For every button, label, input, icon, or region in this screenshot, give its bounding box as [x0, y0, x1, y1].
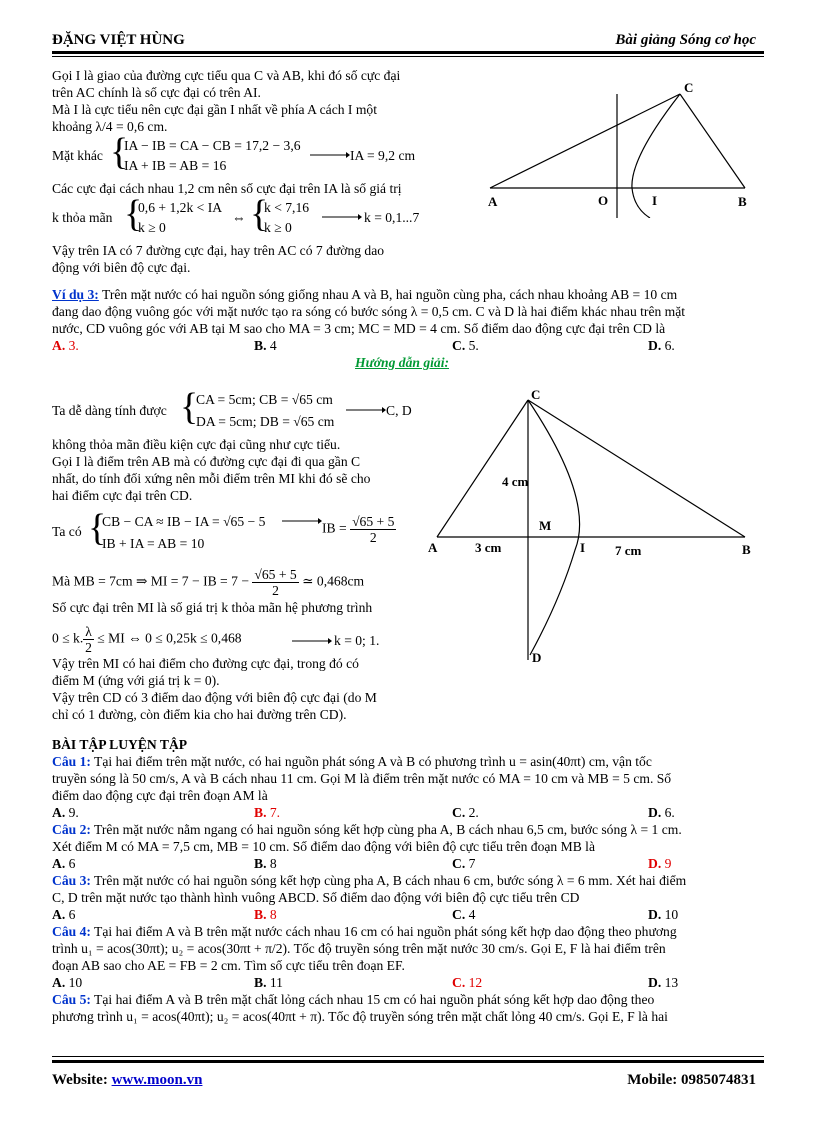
sol3-line-2: Gọi I là điểm trên AB mà có đường cực đại đi qua gần C [52, 454, 361, 469]
website-link[interactable]: www.moon.vn [111, 1072, 203, 1088]
k-label: k thỏa mãn [52, 210, 113, 225]
q1-opt-c: C. 2. [452, 805, 479, 820]
q4-line-3: đoạn AB sao cho AE = FB = 2 cm. Tìm số cực tiểu trên đoạn EF. [52, 958, 405, 973]
tc-result: IB = $\frac{√65 + 5}{2}$ [322, 514, 395, 545]
ineq-frac-num: λ [85, 624, 92, 639]
vd3-guide-heading: Hướng dẫn giải: [355, 355, 449, 370]
fig2-label-3cm: 3 cm [475, 540, 502, 555]
k-eq4: k ≥ 0 [264, 220, 292, 235]
mk-eq1: IA − IB = CA − CB = 17,2 − 3,6 [124, 138, 301, 153]
vd3-line-2: đang dao động vuông góc với mặt nước tạo ra sóng có bước sóng λ = 0,5 cm. C và D là hai điểm khác nhau trên mặt [52, 304, 686, 319]
k-brace-2: { [250, 193, 269, 235]
sol3-line-7: điểm M (ứng với giá trị k = 0). [52, 673, 220, 688]
vd3-line-3: nước, CD vuông góc với AB tại M sao cho MA = 3 cm; MC = MD = 4 cm. Số điểm dao động cực đại trên CD là [52, 321, 666, 336]
fig2-label-d: D [532, 650, 542, 665]
fig2-curve [528, 400, 580, 655]
vd3-option-b: B. 4 [254, 338, 277, 353]
mk-result: IA = 9,2 cm [350, 148, 416, 163]
fig1-line-cb [680, 94, 745, 188]
fig1-label-a: A [488, 194, 498, 209]
practice-title: BÀI TẬP LUYỆN TẬP [52, 737, 188, 752]
fig2-line-ac [437, 400, 528, 537]
q2-line-1: Câu 2: Trên mặt nước nằm ngang có hai nguồn sóng kết hợp cùng pha A, B cách nhau 6,5 cm, bước sóng λ = 1 cm. [52, 822, 682, 837]
top-line-5: Các cực đại cách nhau 1,2 cm nên số cực đại trên IA là số giá trị [52, 181, 402, 196]
q1-line-2: truyền sóng là 50 cm/s, A và B cách nhau 11 cm. Gọi M là điểm trên mặt nước có MA = 10 cm và MB = 5 cm. Số [52, 771, 672, 786]
sol3-line-1: không thỏa mãn điều kiện cực đại cũng như cực tiểu. [52, 437, 341, 452]
header-rule [52, 51, 764, 54]
tdt-label: Ta dễ dàng tính được [52, 403, 167, 418]
fig2-label-b: B [742, 542, 751, 557]
fig1-label-b: B [738, 194, 747, 209]
fig1-label-i: I [652, 193, 658, 208]
q5-line-2: phương trình u₁ = acos(40πt); u₂ = acos(40πt + π). Tốc độ truyền sóng trên mặt chất lỏng 40 cm/s. Gọi E, F là hai [52, 1009, 668, 1024]
tc-frac-den: 2 [369, 530, 377, 545]
q4-line-1: Câu 4: Tại hai điểm A và B trên mặt nước cách nhau 16 cm có hai nguồn phát sóng kết hợp dao động theo phương [52, 924, 677, 939]
k-eq1: 0,6 + 1,2k < IA [138, 200, 223, 215]
sol3-line-4: hai điểm cực đại trên CD. [52, 488, 193, 503]
vd3-opt-a-val: 3. [65, 338, 79, 353]
tdt-brace: { [180, 386, 199, 428]
q3-line-2: C, D trên mặt nước tạo thành hình vuông ABCD. Số điểm dao động với biên độ cực tiểu trên CD [52, 890, 580, 905]
tdt-eq1: CA = 5cm; CB = √65 cm [196, 392, 333, 407]
header-course: Bài giảng Sóng cơ học [615, 32, 756, 48]
footer-rule-thin [52, 1056, 764, 1057]
vd3-label: Ví dụ 3: [52, 287, 99, 302]
q4-opt-b: B. 11 [254, 975, 283, 990]
header-rule-thin [52, 56, 764, 57]
figure-2 [420, 380, 770, 670]
sol3-line-3: nhất, do tính đối xứng nên mỗi điểm trên MI khi đó sẽ cho [52, 471, 371, 486]
figure-1 [480, 78, 770, 218]
k-eq2: k ≥ 0 [138, 220, 166, 235]
fig1-label-o: O [598, 193, 609, 208]
tc-brace: { [88, 507, 107, 549]
tdt-result: C, D [386, 403, 412, 418]
q4-line-2: trình u₁ = acos(30πt); u₂ = acos(30πt + π/2). Tốc độ truyền sóng trên mặt nước 30 cm/s. Gọi E, F là hai điểm trên [52, 941, 666, 956]
footer-rule [52, 1060, 764, 1063]
top-line-1: Gọi I là giao của đường cực tiểu qua C và AB, khi đó số cực đại [52, 68, 401, 83]
tdt-eq2: DA = 5cm; DB = √65 cm [196, 414, 335, 429]
q3-opt-a: A. 6 [52, 907, 76, 922]
vd3-text-1: Trên mặt nước có hai nguồn sóng giống nhau A và B, hai nguồn cùng pha, cách nhau khoảng AB = 10 cm [98, 287, 678, 302]
k-result: k = 0,1...7 [364, 210, 420, 225]
q1-opt-b: B. 7. [254, 805, 281, 820]
q2-opt-b: B. 8 [254, 856, 277, 871]
mk-eq2: IA + IB = AB = 16 [124, 158, 227, 173]
fig2-label-7cm: 7 cm [615, 543, 642, 558]
tc-frac-num: √65 + 5 [352, 514, 395, 529]
sol3-line-9: chỉ có 1 đường, còn điểm kia cho hai đường trên CD). [52, 707, 347, 722]
k-arrow [322, 212, 362, 222]
fig1-label-c: C [684, 80, 694, 95]
q3-opt-c: C. 4 [452, 907, 476, 922]
ineq-line: 0 ≤ k. $\frac{\lambda}{2}$ ≤ MI ⇔ 0 ≤ 0,25k ≤ 0,468 [52, 624, 242, 655]
mk-brace: { [110, 131, 129, 173]
ineq-arrow [292, 636, 332, 646]
footer-mobile: Mobile: 0985074831 [627, 1072, 756, 1088]
fig2-label-a: A [428, 540, 438, 555]
top-line-2: trên AC chính là số cực đại có trên AI. [52, 85, 261, 100]
q3-opt-d: D. 10 [648, 907, 679, 922]
fig1-line-ac [490, 94, 680, 188]
ineq-result: k = 0; 1. [334, 633, 380, 648]
q3-opt-b: B. 8 [254, 907, 277, 922]
mk-arrow [310, 150, 350, 160]
vd3-option-c: C. 5. [452, 338, 479, 353]
mb-line: Mà MB = 7cm ⇒ MI = 7 − IB = 7 − $\frac{√65 + 5}{2}$ ≃ 0,468cm [52, 567, 365, 598]
header-author: ĐẶNG VIỆT HÙNG [52, 32, 185, 48]
vd3-opt-a-key: A. [52, 338, 66, 353]
q1-line-1: Câu 1: Tại hai điểm trên mặt nước, có hai nguồn phát sóng A và B có phương trình u = asin(40πt) cm, vận tốc [52, 754, 652, 769]
tc-eq2: IB + IA = AB = 10 [102, 536, 205, 551]
tdt-arrow [346, 405, 386, 415]
tc-eq1: CB − CA ≈ IB − IA = √65 − 5 [102, 514, 266, 529]
fig2-label-i: I [580, 540, 586, 555]
k-eq3: k < 7,16 [264, 200, 310, 215]
q1-line-3: điểm dao động cực đại trên đoạn AM là [52, 788, 268, 803]
fig2-line-cb [528, 400, 745, 537]
k-brace-1: { [124, 193, 143, 235]
q5-line-1: Câu 5: Tại hai điểm A và B trên mặt chất lỏng cách nhau 15 cm có hai nguồn phát sóng kết hợp dao động theo [52, 992, 655, 1007]
k-iff: ⇔ [232, 210, 246, 225]
top-line-4: khoảng λ/4 = 0,6 cm. [52, 119, 168, 134]
mb-frac-num: √65 + 5 [254, 567, 297, 582]
top-line-3: Mà I là cực tiểu nên cực đại gần I nhất về phía A cách I một [52, 102, 378, 117]
q2-opt-c: C. 7 [452, 856, 476, 871]
q4-opt-d: D. 13 [648, 975, 679, 990]
sol3-line-6: Vậy trên MI có hai điểm cho đường cực đại, trong đó có [52, 656, 359, 671]
top-line-7: động với biên độ cực đại. [52, 260, 191, 275]
q1-opt-d: D. 6. [648, 805, 675, 820]
mb-frac-den: 2 [272, 583, 279, 598]
tc-label: Ta có [52, 524, 82, 539]
q4-opt-a: A. 10 [52, 975, 83, 990]
tc-arrow [282, 516, 322, 526]
q2-line-2: Xét điểm M có MA = 7,5 cm, MB = 10 cm. Số điểm dao động với biên độ cực tiểu trên đoạn MB là [52, 839, 595, 854]
ineq-frac-den: 2 [85, 640, 92, 655]
fig2-label-m: M [539, 518, 552, 533]
q2-opt-d: D. 9 [648, 856, 672, 871]
footer-website: Website: www.moon.vn [52, 1072, 203, 1088]
q3-line-1: Câu 3: Trên mặt nước có hai nguồn sóng kết hợp cùng pha A, B cách nhau 6 cm, bước sóng λ = 6 mm. Xét hai điểm [52, 873, 687, 888]
q4-opt-c: C. 12 [452, 975, 483, 990]
mk-label: Mặt khác [52, 148, 103, 163]
fig2-label-c: C [531, 387, 541, 402]
sol3-line-8: Vậy trên CD có 3 điểm dao động với biên độ cực đại (do M [52, 690, 377, 705]
q1-opt-a: A. 9. [52, 805, 79, 820]
vd3-option-d: D. 6. [648, 338, 675, 353]
vd3-option-a [52, 338, 79, 354]
vd3-line-1 [52, 287, 677, 303]
q2-opt-a: A. 6 [52, 856, 76, 871]
fig2-label-4cm: 4 cm [502, 474, 529, 489]
sol3-line-5: Số cực đại trên MI là số giá trị k thỏa mãn hệ phương trình [52, 600, 373, 615]
top-line-6: Vậy trên IA có 7 đường cực đại, hay trên AC có 7 đường dao [52, 243, 385, 258]
